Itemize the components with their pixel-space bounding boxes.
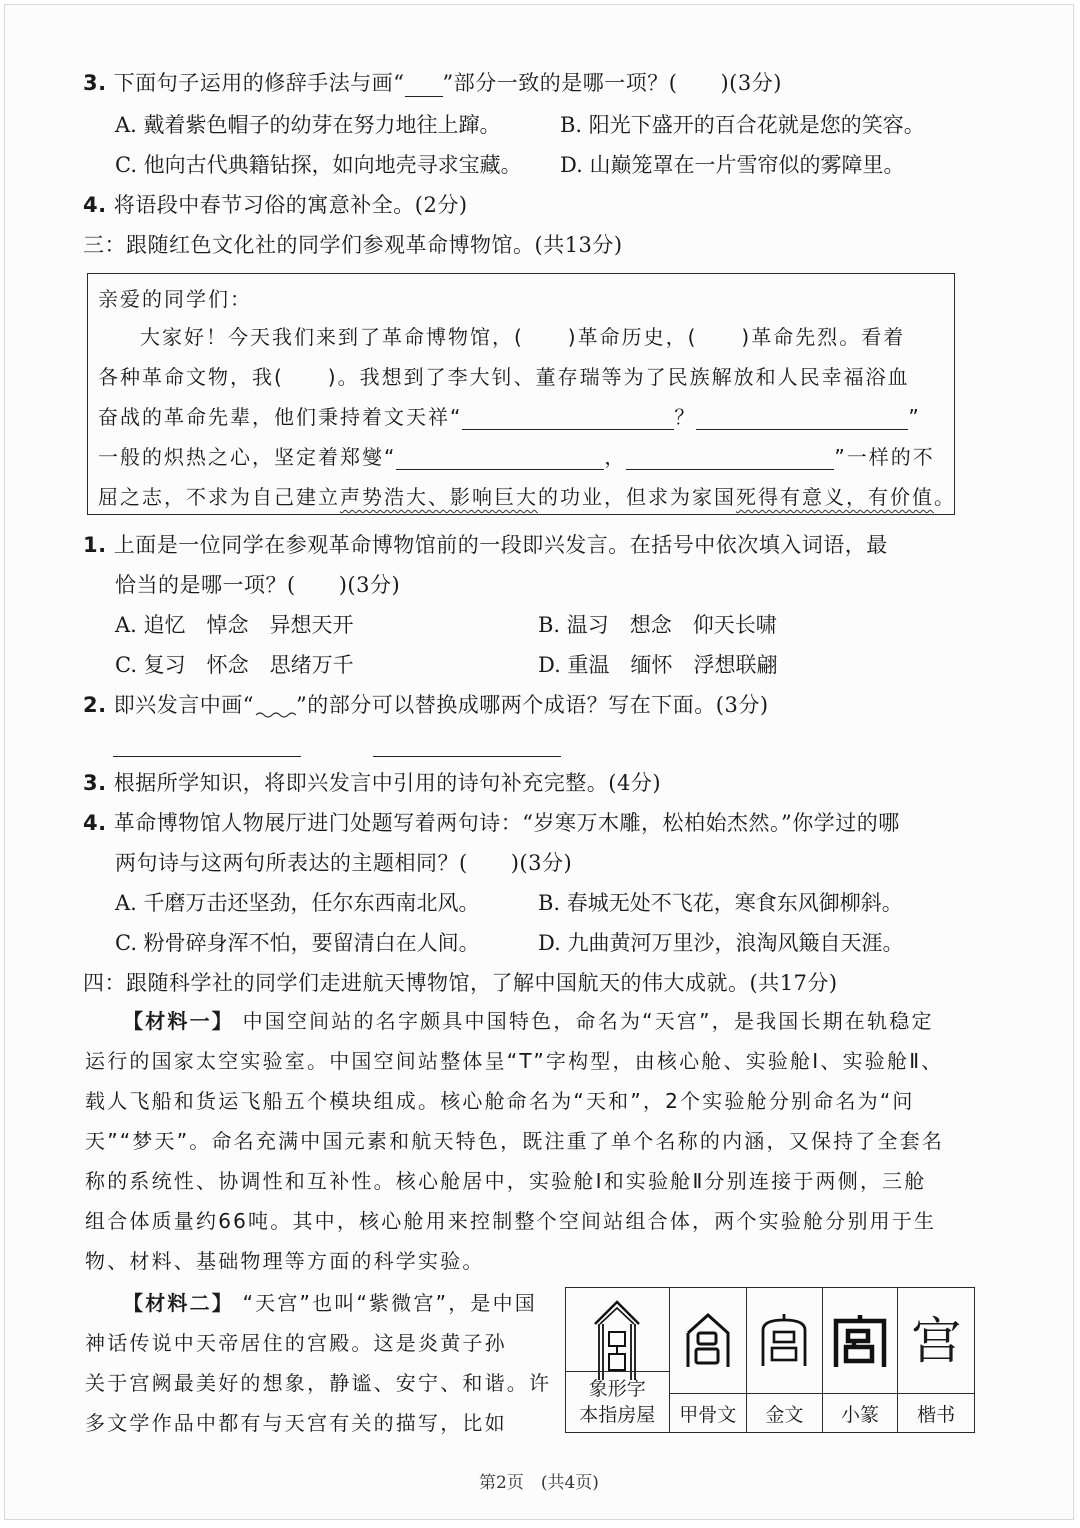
speech-line-4: 一般的炽热之心，坚定着郑燮“ ， ”一样的不 — [98, 445, 935, 469]
wavy-phrase-1: 声势浩大、影响巨大 — [340, 485, 538, 509]
cell-bronze — [747, 1288, 823, 1432]
option-a: A. 戴着紫色帽子的幼芽在努力地往上蹿。 — [115, 113, 501, 137]
s3-question-4-line-1: 4. 革命博物馆人物展厅进门处题写着两句诗：“岁寒万木雕，松柏始杰然。”你学过的哪 — [83, 811, 900, 835]
idiom-answer-blank-1[interactable] — [113, 755, 301, 757]
regular-script-label: 楷书 — [898, 1393, 974, 1432]
material-1-label: 【材料一】 — [123, 1009, 234, 1033]
s3-q4-option-d: D. 九曲黄河万里沙，浪淘风簸自天涯。 — [538, 931, 904, 955]
s3-question-3: 3. 根据所学知识，将即兴发言中引用的诗句补充完整。(4分) — [83, 771, 662, 795]
s3-q1-option-b: B. 温习 想念 仰天长啸 — [538, 613, 777, 637]
gong-character-evolution-table — [565, 1287, 975, 1433]
s3-q1-option-a: A. 追忆 悼念 异想天开 — [115, 613, 354, 637]
material-2-label: 【材料二】 — [123, 1291, 234, 1315]
poem-blank-4[interactable] — [626, 447, 834, 470]
speech-line-3: 奋战的革命先辈，他们秉持着文天祥“ ？ ” — [98, 405, 921, 429]
oracle-bone-glyph — [670, 1288, 747, 1393]
s3-question-1-line-1: 1. 上面是一位同学在参观革命博物馆前的一段即兴发言。在括号中依次填入词语，最 — [83, 533, 888, 557]
small-seal-label: 小篆 — [823, 1393, 898, 1432]
question-3-stem: 3. 下面句子运用的修辞手法与画“ ”部分一致的是哪一项？( )(3分) — [83, 71, 782, 95]
speech-box — [87, 273, 955, 515]
poem-blank-3[interactable] — [396, 447, 604, 470]
option-b: B. 阳光下盛开的百合花就是您的笑容。 — [560, 113, 925, 137]
cell-oracle-bone — [670, 1288, 748, 1432]
speech-line-5: 屈之志，不求为自己建立声势浩大、影响巨大的功业，但求为家国死得有意义，有价值。 — [98, 485, 956, 509]
material-2-line-1: 【材料二】 “天宫”也叫“紫微宫”，是中国 — [123, 1291, 538, 1315]
exam-page — [4, 4, 1074, 1520]
cell-small-seal — [823, 1288, 899, 1432]
idiom-answer-blank-2[interactable] — [373, 755, 561, 757]
bronze-glyph — [747, 1288, 822, 1393]
material-1-line-5: 称的系统性、协调性和互补性。核心舱居中，实验舱Ⅰ和实验舱Ⅱ分别连接于两侧，三舱 — [85, 1169, 927, 1193]
cell-pictograph — [566, 1288, 670, 1432]
poem-blank-1[interactable] — [462, 407, 674, 430]
speech-greeting: 亲爱的同学们： — [98, 287, 252, 311]
question-4: 4. 将语段中春节习俗的寓意补全。(2分) — [83, 193, 468, 217]
s3-q4-option-a: A. 千磨万击还坚劲，任尔东西南北风。 — [115, 891, 480, 915]
section-4-heading: 四：跟随科学社的同学们走进航天博物馆，了解中国航天的伟大成就。(共17分) — [83, 971, 838, 995]
oracle-bone-label: 甲骨文 — [670, 1393, 747, 1432]
question-number: 3. — [83, 71, 107, 95]
option-c: C. 他向古代典籍钻探，如向地壳寻求宝藏。 — [115, 153, 522, 177]
s3-question-1-line-2: 恰当的是哪一项？( )(3分) — [115, 573, 401, 597]
wavy-phrase-2: 死得有意义，有价值 — [736, 485, 934, 509]
material-1-line-6: 组合体质量约66吨。其中，核心舱用来控制整个空间站组合体，两个实验舱分别用于生 — [85, 1209, 937, 1233]
cell-regular-script — [898, 1288, 974, 1432]
s3-q1-option-c: C. 复习 怀念 思绪万千 — [115, 653, 354, 677]
poem-blank-2[interactable] — [696, 407, 908, 430]
material-1-line-7: 物、材料、基础物理等方面的科学实验。 — [85, 1249, 485, 1273]
s3-q1-option-d: D. 重温 缅怀 浮想联翩 — [538, 653, 778, 677]
material-1-line-1: 【材料一】 中国空间站的名字颇具中国特色，命名为“天宫”，是我国长期在轨稳定 — [123, 1009, 934, 1033]
regular-script-glyph: 宫 — [911, 1311, 962, 1370]
material-1-line-2: 运行的国家太空实验室。中国空间站整体呈“T”字构型，由核心舱、实验舱Ⅰ、实验舱Ⅱ、 — [85, 1049, 944, 1073]
material-2-line-3: 关于宫阙最美好的想象，静谧、安宁、和谐。许 — [85, 1371, 552, 1395]
material-1-line-3: 载人飞船和货运飞船五个模块组成。核心舱命名为“天和”，2个实验舱分别命名为“问 — [85, 1089, 915, 1113]
s3-question-4-line-2: 两句诗与这两句所表达的主题相同？( )(3分) — [115, 851, 573, 875]
section-3-heading: 三：跟随红色文化社的同学们参观革命博物馆。(共13分) — [83, 233, 623, 257]
underline-marker — [405, 74, 443, 97]
s3-q4-option-b: B. 春城无处不飞花，寒食东风御柳斜。 — [538, 891, 903, 915]
pictograph-label-b: 本指房屋 — [579, 1404, 656, 1426]
bronze-label: 金文 — [747, 1393, 822, 1432]
small-seal-glyph — [823, 1288, 898, 1393]
material-2-line-4: 多文学作品中都有与天宫有关的描写，比如 — [85, 1411, 507, 1435]
s3-question-2: 2. 即兴发言中画“ ”的部分可以替换成哪两个成语？写在下面。(3分) — [83, 693, 769, 717]
material-1-line-4: 天”“梦天”。命名充满中国元素和航天特色，既注重了单个名称的内涵，又保持了全套名 — [85, 1129, 945, 1153]
page-footer: 第2页 (共4页) — [479, 1473, 599, 1493]
speech-line-2: 各种革命文物，我( )。我想到了李大钊、董存瑞等为了民族解放和人民幸福浴血 — [98, 365, 910, 389]
wavy-marker — [254, 697, 296, 719]
option-d: D. 山巅笼罩在一片雪帘似的雾障里。 — [560, 153, 905, 177]
material-2-line-2: 神话传说中天帝居住的宫殿。这是炎黄子孙 — [85, 1331, 507, 1355]
s3-q4-option-c: C. 粉骨碎身浑不怕，要留清白在人间。 — [115, 931, 480, 955]
speech-line-1: 大家好！今天我们来到了革命博物馆，( )革命历史，( )革命先烈。看着 — [140, 325, 906, 349]
pictograph-label-a: 象形字 — [588, 1378, 646, 1400]
